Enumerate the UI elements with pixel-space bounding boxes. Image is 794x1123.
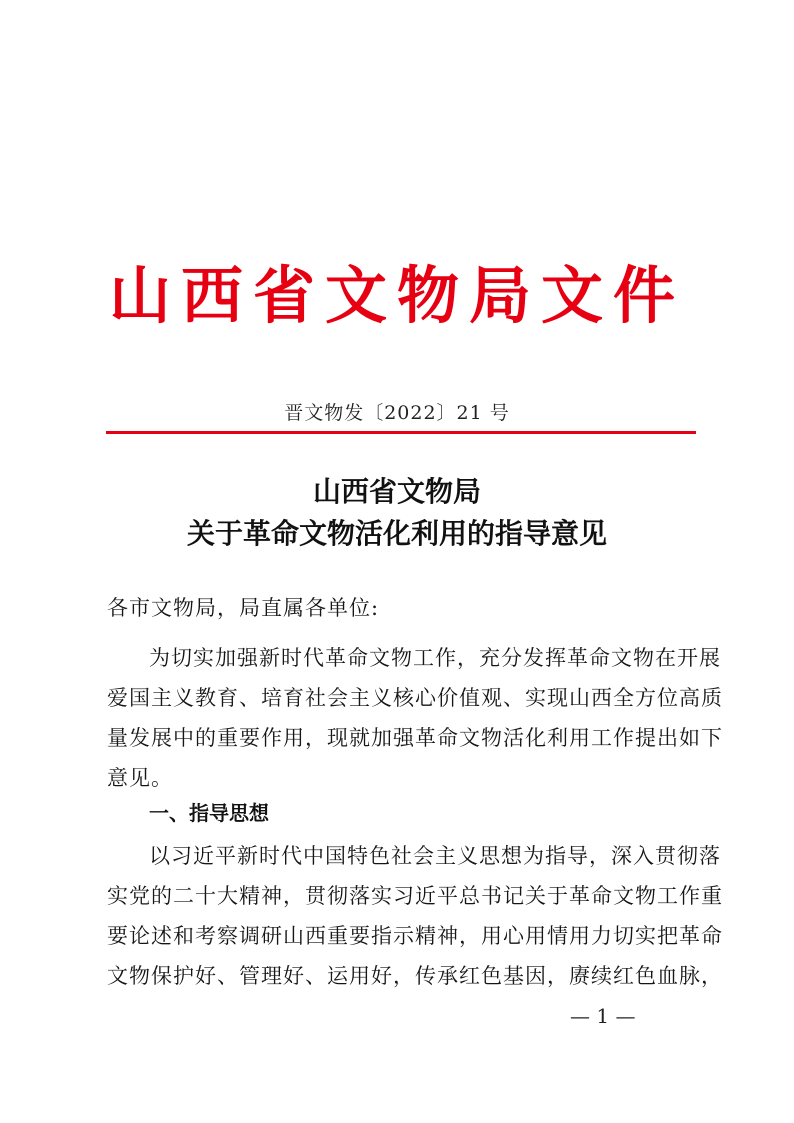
section-heading-guiding-ideology: 一、指导思想	[149, 801, 269, 825]
document-title-line-2: 关于革命文物活化利用的指导意见	[186, 517, 607, 550]
paragraph-line: 实党的二十大精神，贯彻落实习近平总书记关于革命文物工作重	[107, 884, 723, 908]
paragraph-line: 文物保护好、管理好、运用好，传承红色基因，赓续红色血脉，	[107, 964, 723, 988]
paragraph-line: 为切实加强新时代革命文物工作，充分发挥革命文物在开展	[149, 646, 721, 670]
paragraph-line: 爱国主义教育、培育社会主义核心价值观、实现山西全方位高质	[107, 686, 723, 710]
red-separator-line	[106, 431, 696, 434]
paragraph-line: 量发展中的重要作用，现就加强革命文物活化利用工作提出如下	[107, 726, 723, 750]
document-title-line-1: 山西省文物局	[312, 475, 481, 508]
paragraph-line: 以习近平新时代中国特色社会主义思想为指导，深入贯彻落	[149, 844, 721, 868]
guiding-ideology-paragraph	[107, 836, 723, 996]
page-number: — 1 —	[570, 1004, 636, 1028]
masthead-title: 山西省文物局文件	[108, 259, 685, 332]
paragraph-line: 意见。	[107, 766, 173, 790]
document-number: 晋文物发〔2022〕21 号	[284, 402, 510, 424]
paragraph-line: 要论述和考察调研山西重要指示精神，用心用情用力切实把革命	[107, 924, 723, 948]
salutation: 各市文物局，局直属各单位:	[107, 596, 380, 620]
intro-paragraph	[107, 638, 723, 798]
